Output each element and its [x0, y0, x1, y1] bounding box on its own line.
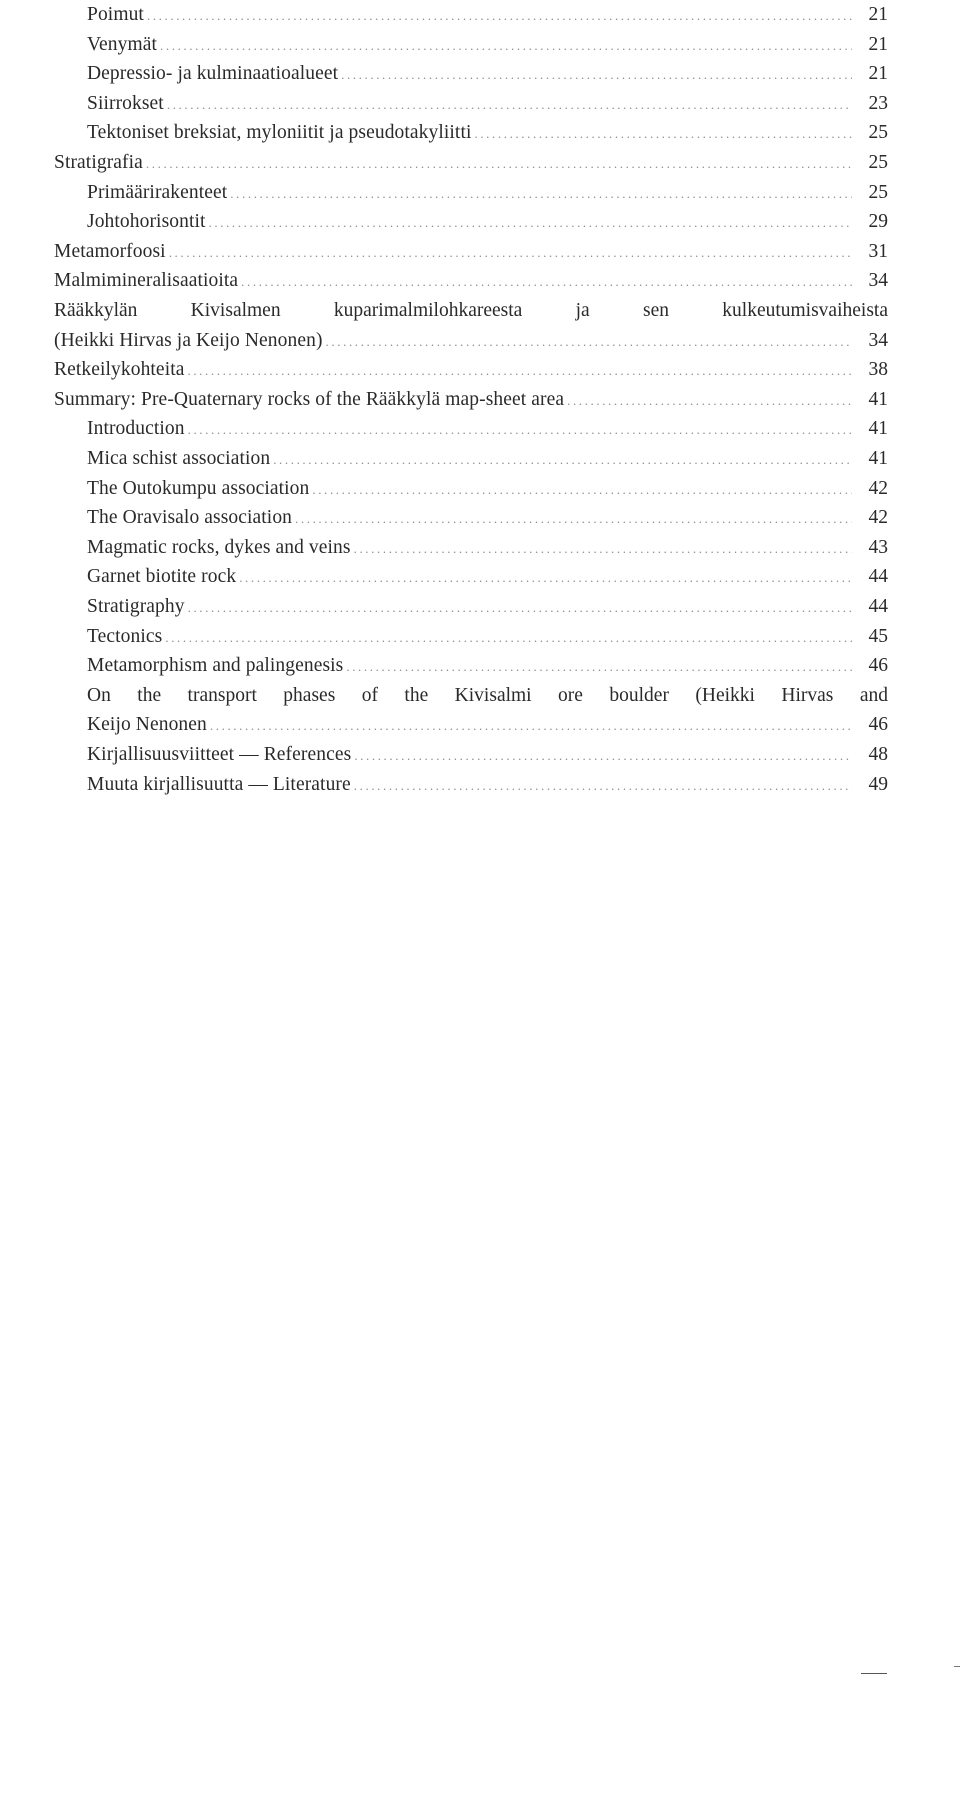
toc-entry	[87, 444, 888, 474]
toc-page-number: 43	[868, 536, 888, 558]
toc-entry-label: Poimut	[87, 4, 144, 25]
toc-entry-label: Mica schist association	[87, 448, 271, 469]
toc-entry-label: Tektoniset breksiat, myloniitit ja pseudotakyliitti	[87, 122, 472, 144]
dot-leader	[209, 208, 852, 238]
toc-page-number: 31	[868, 240, 888, 262]
toc-entry	[87, 592, 888, 622]
dot-leader	[188, 415, 852, 445]
toc-entry	[87, 207, 888, 237]
dot-leader	[146, 149, 852, 179]
toc-page-number: 41	[868, 448, 888, 469]
toc-entry	[87, 770, 888, 800]
dot-leader	[354, 741, 852, 771]
toc-entry-label: Keijo Nenonen	[87, 714, 207, 736]
toc-page-number: 46	[868, 655, 888, 677]
toc-entry-label: Metamorfoosi	[54, 240, 166, 262]
toc-entry	[87, 622, 888, 652]
dot-leader	[188, 593, 852, 623]
toc-page-number: 34	[868, 270, 888, 292]
dot-leader	[346, 652, 852, 682]
toc-entry-label: Venymät	[87, 33, 158, 55]
toc-entry	[87, 178, 888, 208]
toc-entry	[54, 385, 888, 415]
toc-page-number: 21	[868, 33, 888, 55]
toc-entry-label: Metamorphism and palingenesis	[87, 655, 344, 677]
toc-page-number: 29	[868, 211, 888, 233]
toc-page-number: 25	[868, 152, 888, 173]
toc-entry-label: Johtohorisontit	[87, 211, 206, 233]
toc-page-number: 41	[868, 418, 888, 440]
toc-entry	[87, 59, 888, 89]
toc-entry	[87, 0, 888, 30]
toc-page-number: 21	[868, 63, 888, 85]
toc-entry-label: Siirrokset	[87, 92, 164, 114]
toc-page-number: 41	[868, 388, 888, 410]
toc-entry	[87, 89, 888, 119]
toc-entry-line1	[54, 296, 888, 326]
toc-entry-label: Muuta kirjallisuutta — Literature	[87, 773, 351, 795]
toc-entry-label: (Heikki Hirvas ja Keijo Nenonen)	[54, 329, 323, 351]
toc-page-number: 49	[868, 773, 888, 795]
dot-leader	[295, 504, 852, 534]
toc-entry	[87, 651, 888, 681]
toc-page-number: 23	[868, 92, 888, 114]
toc-entry	[54, 326, 888, 356]
dot-leader	[165, 623, 852, 653]
toc-entry-label: Tectonics	[87, 625, 163, 647]
toc-page-number: 42	[868, 477, 888, 499]
dot-leader	[341, 60, 852, 90]
dot-leader	[354, 771, 852, 801]
dot-leader	[147, 1, 852, 31]
toc-entry	[87, 503, 888, 533]
toc-entry	[87, 118, 888, 148]
toc-entry-label: Stratigraphy	[87, 596, 185, 617]
toc-entry-label: Kirjallisuusviitteet — References	[87, 744, 352, 765]
toc-entry-label: Summary: Pre-Quaternary rocks of the Rääkkylä map-sheet area	[54, 388, 565, 410]
toc-entry-label: Magmatic rocks, dykes and veins	[87, 536, 351, 558]
toc-page-number: 42	[868, 507, 888, 529]
dot-leader	[326, 327, 852, 357]
toc-entry-label: Stratigrafia	[54, 152, 143, 173]
toc-page-number: 21	[868, 4, 888, 25]
toc-page-number: 44	[868, 596, 888, 617]
toc-entry	[87, 414, 888, 444]
toc-page-number: 45	[868, 625, 888, 647]
dot-leader	[169, 238, 852, 268]
toc-entry-label: The Outokumpu association	[87, 477, 310, 499]
toc-entry-label: Garnet biotite rock	[87, 566, 237, 588]
toc-entry	[54, 355, 888, 385]
toc-entry-label: Retkeilykohteita	[54, 359, 185, 381]
toc-entry	[54, 148, 888, 178]
dot-leader	[567, 386, 852, 416]
toc-entry-label-line1: On the transport phases of the Kivisalmi ore boulder (Heikki Hirvas and	[87, 684, 888, 706]
toc-entry	[87, 562, 888, 592]
dot-leader	[354, 534, 852, 564]
toc-entry-label-line1: Rääkkylän Kivisalmen kuparimalmilohkareesta ja sen kulkeutumisvaiheista	[54, 300, 888, 321]
toc-entry-label: Depressio- ja kulminaatioalueet	[87, 63, 339, 85]
toc-page-number: 46	[868, 714, 888, 736]
dot-leader	[167, 90, 852, 120]
toc-page-number: 25	[868, 181, 888, 203]
toc-entry-label: Primäärirakenteet	[87, 181, 228, 203]
toc-entry	[54, 237, 888, 267]
dot-leader	[312, 475, 852, 505]
dot-leader	[273, 445, 852, 475]
margin-tick	[954, 1666, 960, 1667]
toc-page-number: 44	[868, 566, 888, 588]
toc-entry	[87, 740, 888, 770]
toc-entry	[87, 533, 888, 563]
dot-leader	[160, 31, 852, 61]
toc-entry	[54, 266, 888, 296]
toc-entry	[87, 710, 888, 740]
dot-leader	[187, 356, 852, 386]
toc-entry-label: Introduction	[87, 418, 185, 440]
toc-page-number: 34	[868, 329, 888, 351]
toc-entry-label: Malmimineralisaatioita	[54, 270, 239, 292]
toc-page-number: 48	[868, 744, 888, 765]
toc-entry	[87, 474, 888, 504]
toc-page-number: 25	[868, 122, 888, 144]
dot-leader	[241, 267, 852, 297]
dot-leader	[230, 179, 852, 209]
toc-entry	[87, 30, 888, 60]
dot-leader	[239, 563, 852, 593]
margin-dash	[861, 1673, 887, 1674]
toc-entry-line1	[87, 681, 888, 711]
dot-leader	[210, 711, 852, 741]
dot-leader	[474, 119, 852, 149]
toc-page-number: 38	[868, 359, 888, 381]
toc-entry-label: The Oravisalo association	[87, 507, 293, 529]
